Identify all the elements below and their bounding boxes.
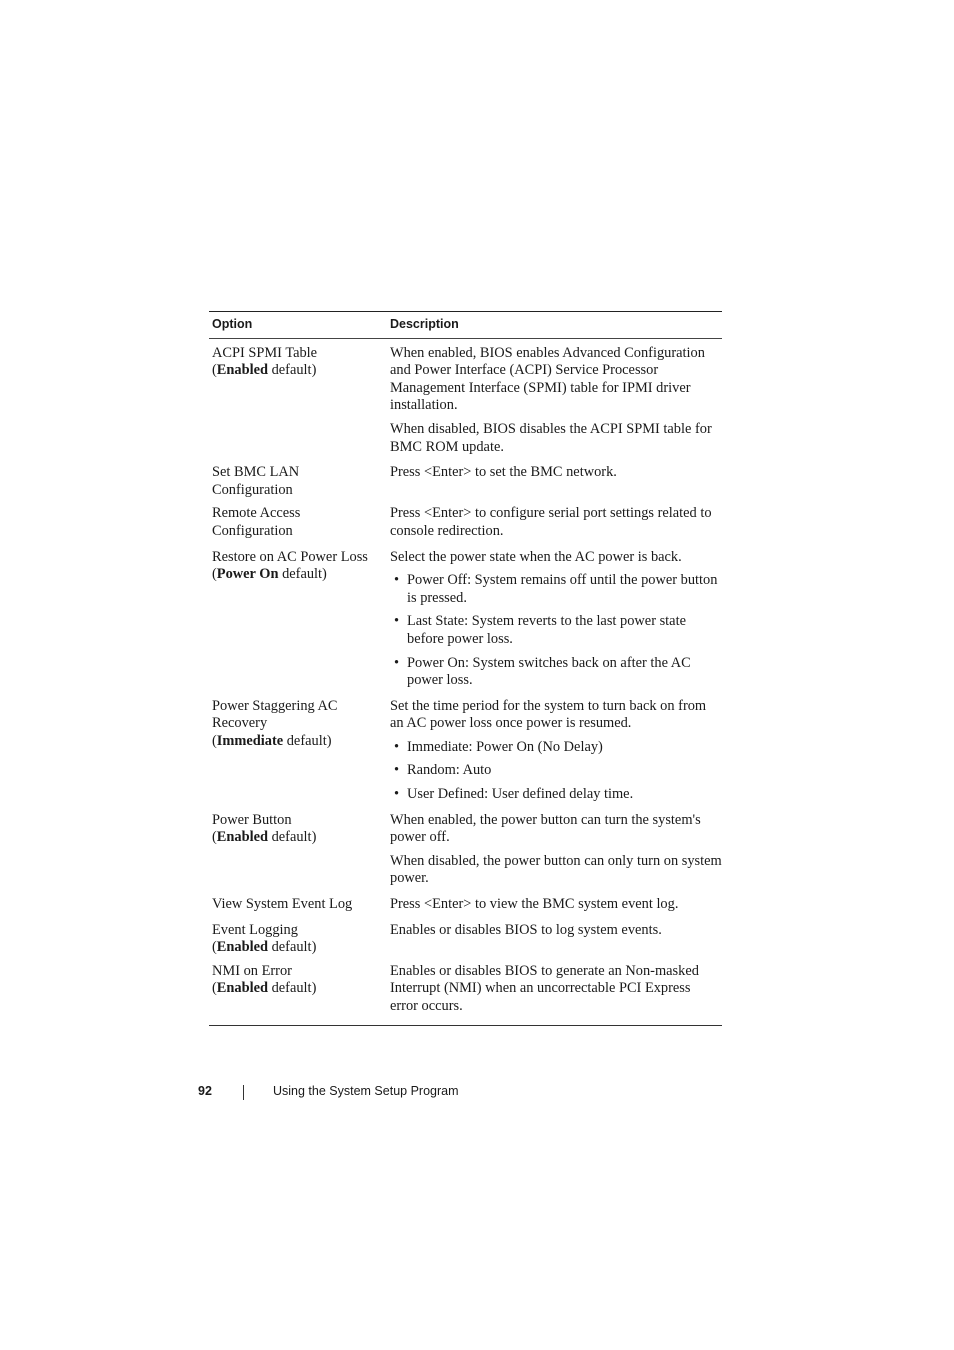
list-item-text: User Defined: User defined delay time. xyxy=(407,786,634,803)
option-cell xyxy=(209,890,387,916)
list-item xyxy=(390,762,722,780)
description-cell xyxy=(387,499,722,542)
table-row xyxy=(209,499,722,542)
bullet-icon: • xyxy=(394,738,400,755)
page-number: 92 xyxy=(198,1084,212,1098)
default-value: Enabled xyxy=(216,829,268,846)
default-suffix: default xyxy=(268,829,312,846)
list-item xyxy=(390,572,722,607)
option-name: NMI on Error xyxy=(212,962,292,979)
table-row xyxy=(209,543,722,692)
default-suffix: default xyxy=(268,980,312,997)
option-name: Configuration xyxy=(212,522,293,539)
option-values-list xyxy=(390,572,722,690)
list-item-text: Power On: System switches back on after the AC power loss. xyxy=(407,654,691,689)
description-cell xyxy=(387,916,722,957)
description-text: Select the power state when the AC power is back. xyxy=(390,548,682,565)
default-suffix: default xyxy=(283,732,327,749)
option-name: Event Logging xyxy=(212,921,298,938)
option-cell xyxy=(209,338,387,458)
option-cell xyxy=(209,458,387,499)
table-row xyxy=(209,957,722,1025)
table-body xyxy=(209,338,722,1025)
option-default: (Power On default) xyxy=(212,566,327,583)
list-item-text: Immediate: Power On (No Delay) xyxy=(407,738,603,755)
default-suffix: default xyxy=(268,939,312,956)
option-default: (Enabled default) xyxy=(212,362,317,379)
option-cell xyxy=(209,957,387,1025)
table-row xyxy=(209,890,722,916)
table-header-row xyxy=(209,312,722,339)
option-name: Restore on AC Power Loss xyxy=(212,548,368,565)
description-column-header: Description xyxy=(387,312,722,339)
option-values-list xyxy=(390,739,722,804)
list-item xyxy=(390,613,722,648)
option-name: Power Button xyxy=(212,811,292,828)
list-item xyxy=(390,655,722,690)
table-row xyxy=(209,338,722,458)
description-cell xyxy=(387,692,722,806)
option-column-header: Option xyxy=(209,312,387,339)
table-row xyxy=(209,458,722,499)
option-name: Set BMC LAN xyxy=(212,464,300,481)
bullet-icon: • xyxy=(394,654,400,671)
list-item-text: Last State: System reverts to the last power state before power loss. xyxy=(407,613,686,647)
default-value: Immediate xyxy=(216,732,284,749)
default-value: Power On xyxy=(216,566,279,583)
table-row xyxy=(209,806,722,890)
description-text: When enabled, the power button can turn the system's power off. xyxy=(390,811,701,846)
default-suffix: default xyxy=(268,362,312,379)
bullet-icon: • xyxy=(394,572,400,589)
bullet-icon: • xyxy=(394,762,400,779)
footer-separator xyxy=(243,1085,244,1100)
description-cell xyxy=(387,890,722,916)
option-default: (Enabled default) xyxy=(212,980,317,997)
bullet-icon: • xyxy=(394,613,400,630)
description-cell xyxy=(387,543,722,692)
option-name: Configuration xyxy=(212,481,293,498)
description-text: When disabled, the power button can only turn on system power. xyxy=(390,852,722,887)
description-text: When enabled, BIOS enables Advanced Configuration and Power Interface (ACPI) Service Processor Management Interface (SPMI) table for IPMI driver installation. xyxy=(390,344,705,414)
description-cell xyxy=(387,806,722,890)
description-text: Press <Enter> to set the BMC network. xyxy=(390,464,617,481)
bullet-icon: • xyxy=(394,786,400,803)
description-text: Set the time period for the system to turn back on from an AC power loss once power is resumed. xyxy=(390,697,707,732)
default-suffix: default xyxy=(278,566,323,583)
default-value: Enabled xyxy=(216,362,268,379)
option-name: ACPI SPMI Table xyxy=(212,344,318,361)
description-cell xyxy=(387,957,722,1025)
option-name: Recovery xyxy=(212,715,268,732)
default-value: Enabled xyxy=(216,980,268,997)
option-cell xyxy=(209,692,387,806)
option-cell xyxy=(209,806,387,890)
list-item xyxy=(390,739,722,757)
chapter-title: Using the System Setup Program xyxy=(273,1084,459,1098)
bios-options-table xyxy=(209,311,722,1026)
description-text: When disabled, BIOS disables the ACPI SPMI table for BMC ROM update. xyxy=(390,420,712,455)
description-text: Enables or disables BIOS to generate an Non-masked Interrupt (NMI) when an uncorrectable PCI Express error occurs. xyxy=(390,962,699,1014)
option-cell xyxy=(209,499,387,542)
list-item-text: Random: Auto xyxy=(407,762,492,779)
table-row xyxy=(209,692,722,806)
description-text: Press <Enter> to view the BMC system event log. xyxy=(390,896,679,913)
option-name: Remote Access xyxy=(212,505,301,522)
option-cell xyxy=(209,916,387,957)
list-item xyxy=(390,786,722,804)
description-text: Press <Enter> to configure serial port settings related to console redirection. xyxy=(390,505,712,539)
description-text: Enables or disables BIOS to log system events. xyxy=(390,921,662,938)
option-default: (Enabled default) xyxy=(212,939,317,956)
list-item-text: Power Off: System remains off until the power button is pressed. xyxy=(407,572,718,606)
description-cell xyxy=(387,458,722,499)
table-row xyxy=(209,916,722,957)
option-default: (Enabled default) xyxy=(212,829,317,846)
option-cell xyxy=(209,543,387,692)
description-cell xyxy=(387,338,722,458)
default-value: Enabled xyxy=(216,939,268,956)
option-default: (Immediate default) xyxy=(212,732,332,749)
option-name: Power Staggering AC xyxy=(212,697,338,714)
option-name: View System Event Log xyxy=(212,896,353,913)
